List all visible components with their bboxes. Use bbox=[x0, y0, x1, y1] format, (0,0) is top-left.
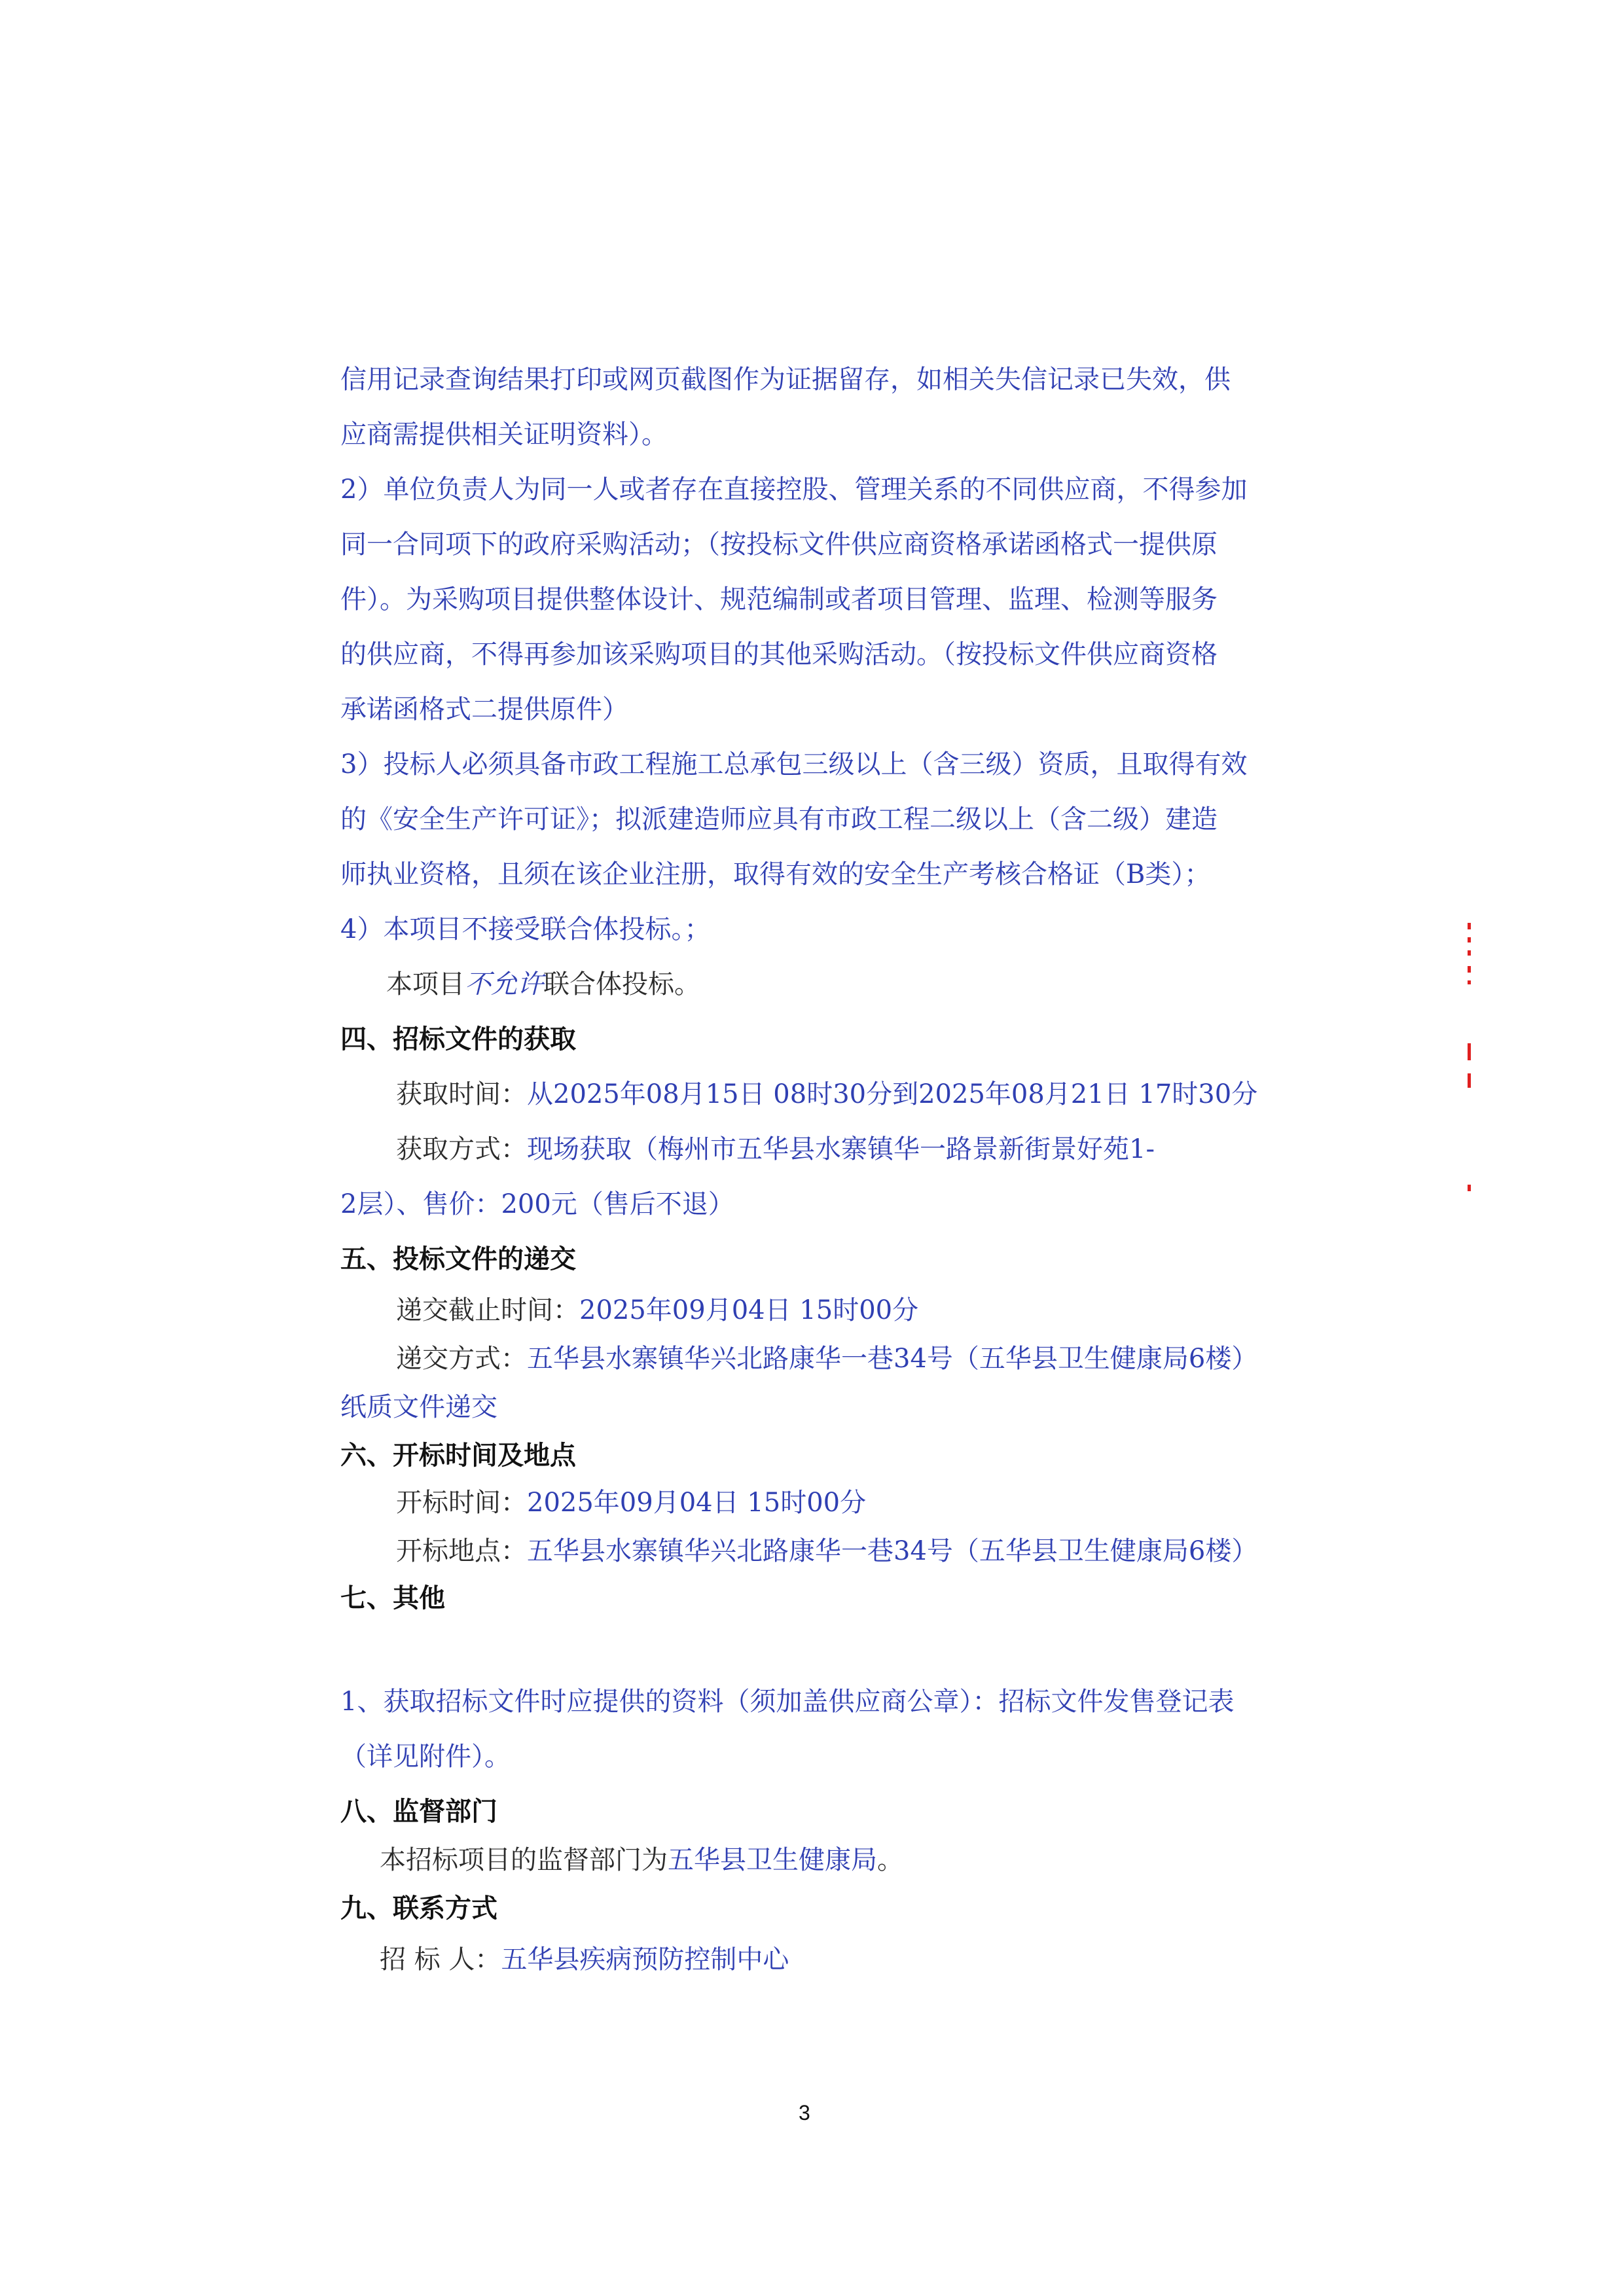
consortium-value: 不允许 bbox=[465, 969, 543, 999]
edge-mark-5 bbox=[1468, 980, 1471, 984]
section-5-deadline bbox=[396, 1292, 918, 1329]
edge-mark-6 bbox=[1468, 1043, 1471, 1060]
section-8-dept: 五华县卫生健康局 bbox=[668, 1845, 877, 1875]
edge-mark-3 bbox=[1468, 950, 1471, 956]
edge-mark-1 bbox=[1468, 923, 1471, 929]
consortium-suffix: 联合体投标。 bbox=[543, 969, 700, 999]
section-4-method-value-2: 2层）、售价：200元（售后不退） bbox=[340, 1189, 734, 1219]
body-line-5: 件）。为采购项目提供整体设计、规范编制或者项目管理、监理、检测等服务 bbox=[340, 584, 1218, 615]
section-6-time bbox=[396, 1484, 866, 1521]
consortium-prefix: 本项目 bbox=[386, 969, 465, 999]
body-line-3: 2）单位负责人为同一人或者存在直接控股、管理关系的不同供应商，不得参加 bbox=[340, 475, 1248, 505]
body-line-9: 的《安全生产许可证》；拟派建造师应具有市政工程二级以上（含二级）建造 bbox=[340, 804, 1218, 834]
section-7-item-1-line-2: （详见附件）。 bbox=[340, 1742, 511, 1772]
section-4-method-label: 获取方式： bbox=[396, 1134, 527, 1164]
section-5-method bbox=[396, 1340, 1257, 1377]
section-5-deadline-label: 递交截止时间： bbox=[396, 1295, 579, 1325]
section-7-item-1-line-1: 1、获取招标文件时应提供的资料（须加盖供应商公章）：招标文件发售登记表 bbox=[340, 1687, 1235, 1717]
edge-mark-8 bbox=[1468, 1185, 1471, 1191]
section-5-method-value-1: 五华县水寨镇华兴北路康华一巷34号（五华县卫生健康局6楼） bbox=[527, 1344, 1258, 1374]
section-4-time bbox=[396, 1076, 1257, 1113]
section-7-heading: 七、其他 bbox=[340, 1583, 445, 1613]
section-6-heading: 六、开标时间及地点 bbox=[340, 1441, 576, 1471]
body-line-6: 的供应商，不得再参加该采购项目的其他采购活动。（按投标文件供应商资格 bbox=[340, 639, 1218, 670]
section-8-prefix: 本招标项目的监督部门为 bbox=[380, 1845, 668, 1875]
body-line-10: 师执业资格，且须在该企业注册，取得有效的安全生产考核合格证（B类）； bbox=[340, 859, 1211, 889]
body-line-11: 4）本项目不接受联合体投标。； bbox=[340, 914, 711, 944]
section-9-tenderer-label: 招 标 人： bbox=[380, 1945, 501, 1975]
section-5-deadline-value: 2025年09月04日 15时00分 bbox=[579, 1295, 919, 1325]
page-number: 3 bbox=[799, 2101, 810, 2125]
section-4-method-value-1: 现场获取（梅州市五华县水寨镇华一路景新街景好苑1- bbox=[527, 1134, 1155, 1164]
section-6-place-label: 开标地点： bbox=[396, 1536, 527, 1566]
section-5-method-value-2: 纸质文件递交 bbox=[340, 1392, 497, 1422]
edge-mark-2 bbox=[1468, 937, 1471, 942]
section-8-text bbox=[380, 1842, 903, 1878]
body-line-1: 信用记录查询结果打印或网页截图作为证据留存，如相关失信记录已失效，供 bbox=[340, 365, 1231, 395]
section-6-time-label: 开标时间： bbox=[396, 1488, 527, 1518]
section-8-heading: 八、监督部门 bbox=[340, 1797, 497, 1827]
section-9-tenderer bbox=[380, 1941, 789, 1978]
section-9-tenderer-value: 五华县疾病预防控制中心 bbox=[501, 1945, 789, 1975]
section-5-method-label: 递交方式： bbox=[396, 1344, 527, 1374]
section-5-heading: 五、投标文件的递交 bbox=[340, 1244, 576, 1274]
section-4-heading: 四、招标文件的获取 bbox=[340, 1024, 576, 1054]
edge-mark-7 bbox=[1468, 1073, 1471, 1088]
section-4-method bbox=[396, 1131, 1155, 1168]
section-6-place-value: 五华县水寨镇华兴北路康华一巷34号（五华县卫生健康局6楼） bbox=[527, 1536, 1258, 1566]
consortium-statement bbox=[386, 966, 700, 1003]
section-8-suffix: 。 bbox=[877, 1845, 903, 1875]
section-4-time-label: 获取时间： bbox=[396, 1079, 527, 1109]
section-9-heading: 九、联系方式 bbox=[340, 1893, 497, 1924]
section-4-time-value: 从2025年08月15日 08时30分到2025年08月21日 17时30分 bbox=[527, 1079, 1258, 1109]
body-line-2: 应商需提供相关证明资料）。 bbox=[340, 420, 668, 450]
edge-mark-4 bbox=[1468, 966, 1471, 973]
body-line-4: 同一合同项下的政府采购活动；（按投标文件供应商资格承诺函格式一提供原 bbox=[340, 529, 1218, 560]
section-6-time-value: 2025年09月04日 15时00分 bbox=[527, 1488, 867, 1518]
section-6-place bbox=[396, 1533, 1257, 1570]
body-line-7: 承诺函格式二提供原件） bbox=[340, 694, 628, 725]
body-line-8: 3）投标人必须具备市政工程施工总承包三级以上（含三级）资质，且取得有效 bbox=[340, 749, 1248, 780]
